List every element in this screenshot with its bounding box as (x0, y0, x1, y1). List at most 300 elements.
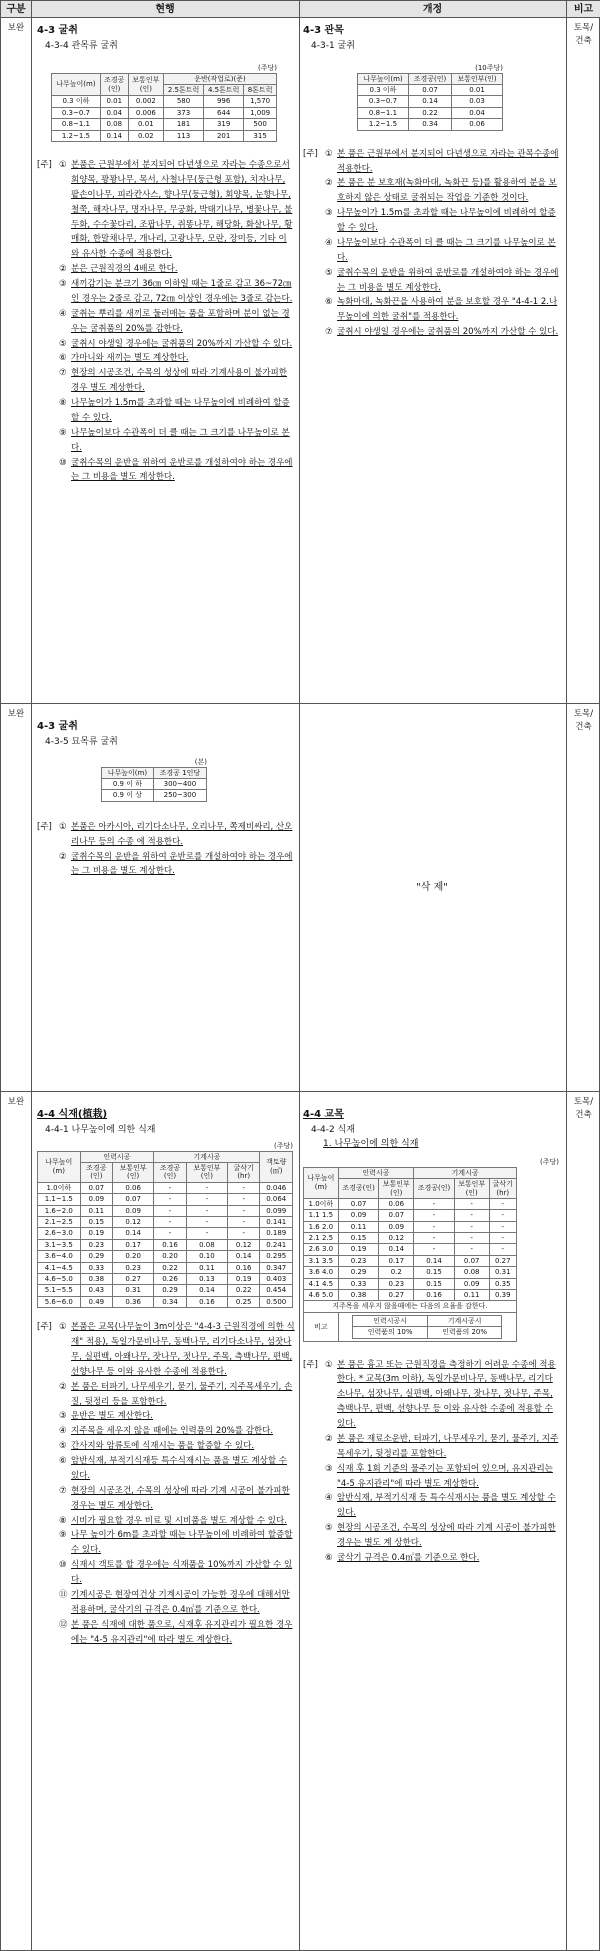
table-cell: 2.1 2.5 (304, 1233, 339, 1244)
note-item (303, 295, 561, 325)
note-number: ① (325, 1359, 333, 1370)
table-cell: 0.06 (113, 1182, 154, 1193)
table-cell: 0.11 (338, 1221, 379, 1232)
table-row (38, 1296, 293, 1307)
table-row (38, 1194, 293, 1205)
note-item (37, 1424, 295, 1439)
note-label (37, 262, 59, 277)
note-item (303, 176, 561, 206)
note-number: ② (325, 1433, 333, 1444)
table-cell: 2.1~2.5 (38, 1217, 81, 1228)
table-cell: 5.6~6.0 (38, 1296, 81, 1307)
table-cell: 0.099 (260, 1205, 293, 1216)
table-cell: 0.14 (227, 1251, 260, 1262)
note-number: ⑤ (59, 338, 67, 349)
note-text: 나무높이가 1.5m를 초과할 때는 나무높이에 비례하여 할증할 수 있다. (337, 208, 556, 234)
table-cell: - (154, 1217, 187, 1228)
table-cell: 4.1~4.5 (38, 1262, 81, 1273)
table-cell: 0.15 (338, 1233, 379, 1244)
note-item (303, 325, 561, 340)
note-text: 분은 근원직경의 4배로 한다. (71, 264, 178, 275)
table-cell: 0.8~1.1 (52, 119, 101, 130)
note-label (303, 206, 325, 236)
section-title: 4-3 굴취 (37, 25, 78, 36)
table-cell: 0.07 (80, 1182, 113, 1193)
table-cell: 0.8~1.1 (358, 107, 409, 118)
note-number: ⑥ (59, 1456, 67, 1467)
note-item (303, 266, 561, 296)
section-subtitle: 4-3-1 굴취 (311, 40, 355, 51)
table-cell: - (154, 1228, 187, 1239)
notes (37, 820, 293, 880)
note-label (37, 307, 59, 337)
table-cell: - (489, 1233, 516, 1244)
th: 나무높이 (m) (38, 1151, 81, 1182)
note-label: [주] (303, 1359, 318, 1370)
row1-remark: 토목/ 건축 (573, 23, 594, 46)
table-cell: 1.1~1.5 (38, 1194, 81, 1205)
table-row (304, 1267, 517, 1278)
table-cell: 0.3~0.7 (52, 107, 101, 118)
table-cell: 0.20 (154, 1251, 187, 1262)
unit-label: (주당) (258, 63, 277, 72)
note-label (37, 1424, 59, 1439)
table-cell: - (414, 1221, 455, 1232)
table-cell: 644 (204, 107, 244, 118)
note-text: 새끼감기는 분크기 36㎝ 이하일 때는 1줄로 감고 36~72㎝인 경우는 2줄로 감고, 72㎝ 이상인 경우에는 3줄로 감는다. (71, 279, 293, 304)
table-cell: 1.2~1.5 (358, 119, 409, 130)
note-text: 본 품은 흉고 또는 근원직경을 측정하기 어려운 수종에 적용한다. * 교목(3m 이하), 독일가문비나무, 동백나무, 리기다소나무, 섬잣나무, 실편백, 아왜나무, 잣나무, 젓나무, 주목, 측백나무, 편백, 선향나무 등 이와 유사한 수종에 적용할 수 있다. (337, 1359, 556, 1430)
note-label: [주] (303, 148, 318, 159)
note-text: 나무 높이가 6m를 초과할 때는 나무높이에 비례하여 할증할 수 있다. (71, 1530, 293, 1556)
note-item (37, 277, 293, 307)
table-row (304, 1198, 517, 1209)
tree-planting-table (37, 1151, 293, 1308)
note-item (303, 236, 561, 266)
table-row (358, 96, 503, 107)
note-text: 굴취시 야생일 경우에는 굴취품의 20%까지 가산할 수 있다. (71, 338, 293, 349)
row3-category: 보완 (7, 1097, 25, 1107)
table-cell: 0.12 (379, 1233, 414, 1244)
th: 조경공(인) (338, 1179, 379, 1199)
table-cell: 0.43 (80, 1285, 113, 1296)
table-cell: 0.23 (379, 1278, 414, 1289)
table-cell: 0.14 (113, 1228, 154, 1239)
table-cell: 0.02 (128, 130, 163, 141)
note-label (37, 1588, 59, 1618)
note-label (303, 176, 325, 206)
header-revised: 개정 (299, 1, 566, 18)
table-cell: 0.15 (80, 1217, 113, 1228)
note-text: 식재 후 1회 기준의 물주기는 포함되어 있으며, 유지관리는 "4-5 유지관리"에 따라 별도 계상한다. (337, 1463, 553, 1489)
note-label (303, 295, 325, 325)
note-number: ⑧ (59, 398, 67, 409)
note-item (37, 456, 293, 486)
seedling-dig-table (101, 767, 207, 802)
note-number: ① (59, 821, 67, 832)
table-cell: 0.19 (227, 1273, 260, 1284)
note-item (37, 820, 293, 850)
table-cell: - (227, 1228, 260, 1239)
table-cell: - (186, 1205, 227, 1216)
tree-planting-table-revised (303, 1167, 517, 1342)
table-row (102, 790, 207, 801)
table-cell: - (186, 1182, 227, 1193)
table-cell: - (154, 1205, 187, 1216)
table-footnote: 지주목을 세우지 않을때에는 다음의 요율을 감한다. (304, 1301, 517, 1312)
th: 보통인부 (인) (113, 1163, 154, 1183)
table-row (38, 1273, 293, 1284)
note-label (37, 351, 59, 366)
table-cell: 4.1 4.5 (304, 1278, 339, 1289)
note-item (303, 1521, 561, 1551)
th: 4.5톤트럭 (204, 85, 244, 96)
note-label (37, 1409, 59, 1424)
table-cell: 0.347 (260, 1262, 293, 1273)
note-number: ④ (325, 1493, 333, 1504)
note-item (37, 1454, 295, 1484)
note-text: 운반은 별도 계산한다. (71, 1411, 154, 1422)
table-cell: 0.09 (80, 1194, 113, 1205)
note-label (37, 1454, 59, 1484)
table-cell: 0.27 (113, 1273, 154, 1284)
row1-current (37, 21, 293, 701)
table-cell: 0.09 (454, 1278, 489, 1289)
table-cell: 0.3~0.7 (358, 96, 409, 107)
table-cell: 0.33 (80, 1262, 113, 1273)
note-text: 본품은 근원부에서 분지되어 다년생으로 자라는 수종으로서 회양목, 꽝꽝나무, 목서, 사철나무(둥근형 포함), 치자나무, 팥손이나무, 피라칸사스, 향나무(둥근형), 회양목, 눈향나무, 철쭉, 해자나무, 명자나무, 무궁화, 박태기나무, 병꽃나무, 불두화, 수수꽃다리, 조팝나무, 쥐똥나무, 해당화, 화살나무, 황매화, 한말채나무, 개나리, 고광나무, 모란, 장미등, 기타 이와 유사한 수종에 적용한다. (71, 160, 293, 260)
table-cell: - (489, 1210, 516, 1221)
table-cell: - (454, 1221, 489, 1232)
table-cell: 0.09 (113, 1205, 154, 1216)
note-label (37, 1484, 59, 1514)
row3-revised (303, 1105, 561, 1950)
table-cell: 0.06 (452, 119, 503, 130)
note-item (37, 1439, 295, 1454)
note-text: 본 품은 근원부에서 분지되어 다년생으로 자라는 관목수종에 적용한다. (337, 148, 559, 174)
th: 조경공 (인) (154, 1163, 187, 1183)
note-text: 본품은 아카시아, 리기다소나무, 오리나무, 쪽제비싸리, 산오리나무 등의 수종 에 적용한다. (71, 821, 293, 847)
table-cell: 3.1~3.5 (38, 1239, 81, 1250)
note-text: 굴취수목의 운반을 위하여 운반로를 개설하여야 하는 경우에는 그 비용을 별도 계상한다. (71, 851, 293, 877)
table-cell: 0.39 (489, 1290, 516, 1301)
table-cell: - (154, 1194, 187, 1205)
table-row (52, 107, 277, 118)
table-cell: - (489, 1221, 516, 1232)
table-cell: 0.08 (100, 119, 128, 130)
table-cell: 0.34 (408, 119, 451, 130)
table-cell: 4.6 5.0 (304, 1290, 339, 1301)
note-text: 기계시공은 현장여건상 기계시공이 가능한 경우에 대해서만 적용하며, 굴삭기의 규격은 0.4㎥를 기준으로 한다. (71, 1589, 290, 1615)
th: 기계시공 (154, 1151, 260, 1162)
table-cell: - (414, 1198, 455, 1209)
table-cell: 5.1~5.5 (38, 1285, 81, 1296)
note-label (37, 1439, 59, 1454)
table-cell: - (186, 1194, 227, 1205)
table-cell: 0.07 (338, 1198, 379, 1209)
section-title: 4-3 굴취 (37, 721, 78, 732)
note-text: 현장의 시공조건, 수목의 성상에 따라 기계사용이 불가피한 경우 별도 계상한다. (71, 368, 287, 394)
note-item (37, 1528, 295, 1558)
table-cell: 0.22 (154, 1262, 187, 1273)
note-label (303, 1432, 325, 1462)
table-row (38, 1262, 293, 1273)
note-item (37, 1409, 295, 1424)
table-row (38, 1217, 293, 1228)
section-subtitle: 4-4-1 나무높이에 의한 식재 (45, 1124, 156, 1135)
th: 조경공 (인) (80, 1163, 113, 1183)
table-cell: 0.064 (260, 1194, 293, 1205)
th: 보통인부 (인) (186, 1163, 227, 1183)
table-cell: 0.36 (113, 1296, 154, 1307)
row3-remark: 토목/ 건축 (573, 1097, 594, 1120)
table-cell: 0.3 이하 (52, 96, 101, 107)
table-cell: 181 (163, 119, 203, 130)
table-cell: 0.10 (186, 1251, 227, 1262)
table-cell: 0.16 (186, 1296, 227, 1307)
note-item (37, 1484, 295, 1514)
note-text: 굴삭기 규격은 0.4㎥를 기준으로 한다. (337, 1552, 480, 1563)
table-row (38, 1251, 293, 1262)
notes (303, 147, 561, 340)
note-number: ⑥ (325, 1552, 333, 1563)
table-row (304, 1255, 517, 1266)
table-cell: 300~400 (153, 779, 206, 790)
note-number: ① (59, 160, 67, 171)
table-cell: - (454, 1210, 489, 1221)
note-number: ③ (325, 208, 333, 219)
note-item (37, 396, 293, 426)
table-cell: 0.23 (80, 1239, 113, 1250)
note-item (37, 1514, 295, 1529)
th: 보통인부 (인) (379, 1179, 414, 1199)
note-label (37, 1514, 59, 1529)
note-label (303, 1491, 325, 1521)
note-label (303, 1521, 325, 1551)
th: 보통인부 (인) (454, 1179, 489, 1199)
table-row (358, 85, 503, 96)
note-item (37, 1558, 295, 1588)
table-cell: 0.09 (338, 1210, 379, 1221)
note-number: ② (325, 178, 333, 189)
table-cell: 0.16 (227, 1262, 260, 1273)
table-cell: 0.27 (489, 1255, 516, 1266)
table-cell: 0.189 (260, 1228, 293, 1239)
note-item (303, 1432, 561, 1462)
table-cell: 0.14 (414, 1255, 455, 1266)
table-cell: 0.29 (154, 1285, 187, 1296)
note-text: 간사지와 암류토에 식재시는 품을 할증할 수 있다. (71, 1441, 255, 1452)
note-number: ⑤ (325, 1523, 333, 1534)
table-cell: 0.16 (154, 1239, 187, 1250)
note-label (37, 396, 59, 426)
note-item (37, 351, 293, 366)
table-cell: 0.11 (454, 1290, 489, 1301)
table-cell: - (489, 1198, 516, 1209)
th: 나무높이(m) (358, 73, 409, 84)
note-text: 굴취시 야생일 경우에는 굴취품의 20%까지 가산할 수 있다. (337, 327, 559, 338)
note-label (303, 325, 325, 340)
note-label (37, 337, 59, 352)
table-row (304, 1233, 517, 1244)
table-row (38, 1205, 293, 1216)
note-label: [주] (37, 821, 52, 832)
note-item (303, 1551, 561, 1566)
table-cell: 3.1 3.5 (304, 1255, 339, 1266)
row2-remark: 토목/ 건축 (573, 709, 594, 732)
note-number: ⑥ (325, 297, 333, 308)
remark-val: 인력품의 10% (353, 1327, 428, 1338)
shrub-dig-table (51, 73, 277, 142)
table-cell: 1.0이하 (38, 1182, 81, 1193)
note-text: 식재시 객토를 할 경우에는 식재품을 10%까지 가산할 수 있다. (71, 1560, 293, 1586)
header-category: 구분 (1, 1, 31, 18)
table-cell: 0.27 (379, 1290, 414, 1301)
note-label (303, 1551, 325, 1566)
table-cell: 0.2 (379, 1267, 414, 1278)
remark-head: 인력시공시 (353, 1315, 428, 1326)
table-cell: 0.046 (260, 1182, 293, 1193)
table-cell: 0.20 (113, 1251, 154, 1262)
note-item (37, 262, 293, 277)
table-cell: 0.454 (260, 1285, 293, 1296)
table-cell: 996 (204, 96, 244, 107)
notes (37, 158, 293, 485)
table-cell: - (227, 1205, 260, 1216)
note-item (37, 337, 293, 352)
note-number: ⑩ (59, 1560, 67, 1571)
table-cell: 0.07 (454, 1255, 489, 1266)
th: 운반(작업로)(준) (163, 73, 276, 84)
note-item (303, 1462, 561, 1492)
note-number: ⑥ (59, 353, 67, 364)
note-text: 지주목을 세우지 않을 때에는 인력품의 20%를 감한다. (71, 1426, 274, 1437)
table-row (358, 107, 503, 118)
table-cell: 0.006 (128, 107, 163, 118)
note-label: [주] (37, 1322, 52, 1333)
table-cell: 0.01 (100, 96, 128, 107)
note-text: 암반식재, 부적기식재 등 특수식재시는 품을 별도 계상할 수 있다. (337, 1493, 556, 1519)
table-cell: - (186, 1228, 227, 1239)
th: 조경공(인) (408, 73, 451, 84)
table-cell: 0.22 (227, 1285, 260, 1296)
note-item (37, 366, 293, 396)
table-cell: 0.241 (260, 1239, 293, 1250)
unit-label: (주당) (274, 1141, 293, 1150)
table-cell: 0.22 (408, 107, 451, 118)
table-cell: 250~300 (153, 790, 206, 801)
note-label (303, 236, 325, 266)
note-text: 현장의 시공조건, 수목의 성상에 따라 기계 시공이 불가피한 경우는 별도 계 상한다. (337, 1523, 556, 1549)
table-cell: - (414, 1244, 455, 1255)
table-cell: 0.04 (100, 107, 128, 118)
table-cell: 319 (204, 119, 244, 130)
table-row (304, 1210, 517, 1221)
table-cell: - (414, 1233, 455, 1244)
table-cell: 0.07 (408, 85, 451, 96)
table-cell: 0.23 (338, 1255, 379, 1266)
note-number: ⑤ (59, 1441, 67, 1452)
th: 8톤트럭 (244, 85, 277, 96)
note-number: ④ (59, 1426, 67, 1437)
section-title: 4-3 관목 (303, 25, 344, 36)
note-item (303, 147, 561, 177)
table-cell: 0.15 (414, 1278, 455, 1289)
table-cell: 0.19 (80, 1228, 113, 1239)
note-number: ⑨ (59, 427, 67, 438)
table-cell: 0.09 (379, 1221, 414, 1232)
note-label: [주] (37, 160, 52, 171)
table-cell: 0.29 (80, 1251, 113, 1262)
table-cell: - (454, 1198, 489, 1209)
table-row (52, 96, 277, 107)
note-number: ② (59, 851, 67, 862)
note-text: 굴취수목의 운반을 위하여 운반로를 개설하여야 하는 경우에는 그 비용을 별도 계상한다. (337, 267, 559, 293)
table-cell: 0.23 (113, 1262, 154, 1273)
table-cell: 0.3 이하 (358, 85, 409, 96)
shrub-dig-table-revised (357, 73, 503, 131)
section-subtitle: 4-4-2 식재 (311, 1124, 355, 1135)
table-row (304, 1278, 517, 1289)
table-cell: 0.403 (260, 1273, 293, 1284)
note-item (37, 158, 293, 262)
th: 보통인부 (인) (128, 73, 163, 96)
th: 객토량 (㎥) (260, 1151, 293, 1182)
note-item (37, 1618, 295, 1648)
note-text: 본 품은 재료소운반, 터파기, 나무세우기, 묻기, 물주기, 지주목세우기, 뒷정리를 포함한다. (337, 1433, 559, 1459)
table-cell: 0.12 (113, 1217, 154, 1228)
row2-current (37, 717, 293, 1087)
note-label (303, 1462, 325, 1492)
table-row (304, 1244, 517, 1255)
remark-head: 기계시공시 (427, 1315, 502, 1326)
th: 인력시공 (338, 1167, 413, 1178)
th: 인력시공 (80, 1151, 154, 1162)
table-cell: 0.49 (80, 1296, 113, 1307)
table-cell: 0.9 이 하 (102, 779, 154, 790)
note-number: ③ (325, 1463, 333, 1474)
note-number: ④ (59, 308, 67, 319)
table-cell: - (154, 1182, 187, 1193)
note-number: ② (59, 264, 67, 275)
note-text: 굴취수목의 운반을 위하여 운반로를 개설하여야 하는 경우에는 그 비용을 별도 계상한다. (71, 457, 293, 483)
row1-revised (303, 21, 561, 701)
table-cell: 0.07 (379, 1210, 414, 1221)
th: 기계시공 (414, 1167, 517, 1178)
note-label (37, 456, 59, 486)
table-cell: - (454, 1244, 489, 1255)
note-number: ② (59, 1381, 67, 1392)
note-label (37, 850, 59, 880)
th: 조경공(인) (414, 1179, 455, 1199)
header-remark: 비고 (566, 1, 600, 18)
table-cell: 0.17 (113, 1239, 154, 1250)
table-cell: - (227, 1194, 260, 1205)
table-cell: 1.0이하 (304, 1198, 339, 1209)
table-cell: 0.26 (154, 1273, 187, 1284)
note-item (303, 206, 561, 236)
table-cell: 0.11 (186, 1262, 227, 1273)
table-cell: 0.33 (338, 1278, 379, 1289)
note-text: 가마니와 새끼는 별도 계상한다. (71, 353, 189, 364)
table-cell: 0.03 (452, 96, 503, 107)
table-cell: 0.14 (408, 96, 451, 107)
note-text: 녹화마대, 녹화끈을 사용하여 분을 보호할 경우 "4-4-1 2.나무높이에 의한 굴취"를 적용한다. (337, 297, 558, 323)
th: 조경공 1인당 (153, 767, 206, 778)
table-cell: 0.295 (260, 1251, 293, 1262)
note-number: ⑩ (59, 457, 67, 468)
th: 굴삭기 (hr) (489, 1179, 516, 1199)
